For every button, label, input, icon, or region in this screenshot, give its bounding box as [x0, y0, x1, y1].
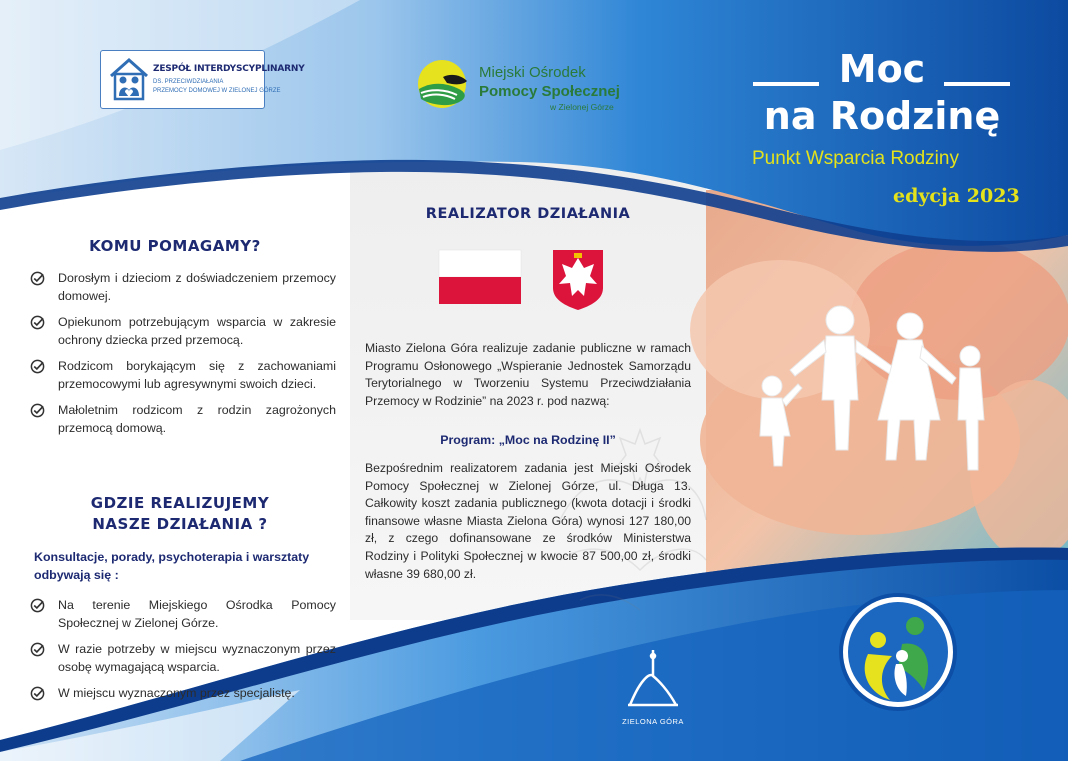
check-circle-icon [30, 403, 45, 418]
program-name: Program: „Moc na Rodzinę II” [440, 433, 616, 447]
where-item [28, 597, 336, 632]
where-list [28, 597, 336, 712]
help-item-text: Opiekunom potrzebującym wsparcia w zakresie ochrony dziecka przed przemocą. [58, 315, 336, 347]
title-moc: Moc [838, 47, 926, 91]
check-circle-icon [30, 271, 45, 286]
title-na-rodzine: na Rodzinę [763, 94, 1001, 138]
zespol-line3: PRZEMOCY DOMOWEJ W ZIELONEJ GÓRZE [153, 88, 281, 94]
subtitle: Punkt Wsparcia Rodziny [752, 148, 959, 169]
mops-line2: Pomocy Społecznej [479, 83, 620, 100]
family-logo-icon [839, 593, 957, 711]
help-item-text: Rodzicom borykającym się z zachowaniami przemocowymi lub agresywnymi swoich dzieci. [58, 359, 336, 391]
heading-gdzie-line1: GDZIE REALIZUJEMY [90, 494, 270, 512]
help-item-text: Dorosłym i dzieciom z doświadczeniem przemocy domowej. [58, 271, 336, 303]
house-family-icon [107, 56, 151, 102]
polish-flag [439, 250, 521, 304]
where-item-text: W miejscu wyznaczonym przez specjalistę. [58, 686, 295, 700]
help-item-text: Małoletnim rodzicom z rodzin zagrożonych przemocą domową. [58, 403, 336, 435]
mops-logo [417, 57, 637, 113]
check-circle-icon [30, 598, 45, 613]
help-item [28, 358, 336, 393]
zespol-interdyscyplinarny-logo [100, 50, 305, 109]
where-item [28, 685, 336, 703]
realizator-paragraph: Bezpośrednim realizatorem zadania jest Miejski Ośrodek Pomocy Społecznej w Zielonej Górze, ul. Długa 13. Całkowity koszt zadania publicznego (kwota dotacji i środki finansowe własne Miasta Zielona Góra) wynosi 127 180,00 zł, z czego dofinansowane ze środków Ministerstwa Rodziny i Polityki Społecznej w kwocie 87 500,00 zł, środki własne 39 680,00 zł. [365, 461, 691, 581]
check-circle-icon [30, 315, 45, 330]
check-circle-icon [30, 642, 45, 657]
heading-realizator: REALIZATOR DZIAŁANIA [425, 206, 631, 222]
help-item [28, 270, 336, 305]
help-item [28, 314, 336, 349]
mops-line1: Miejski Ośrodek [479, 64, 586, 81]
mops-line3: w Zielonej Górze [550, 102, 614, 112]
check-circle-icon [30, 686, 45, 701]
edition-label: edycja 2023 [893, 185, 1020, 207]
coat-of-arms-icon [553, 250, 603, 310]
where-item-text: W razie potrzeby w miejscu wyznaczonym przez osobę wymagającą wsparcia. [58, 642, 336, 674]
heading-gdzie-line2: NASZE DZIAŁANIA ? [92, 515, 268, 533]
zespol-line1: ZESPÓŁ INTERDYSCYPLINARNY [153, 64, 305, 74]
heading-komu-pomagamy: KOMU POMAGAMY? [89, 237, 261, 255]
where-item-text: Na terenie Miejskiego Ośrodka Pomocy Społecznej w Zielonej Górze. [58, 598, 336, 630]
help-list [28, 270, 336, 446]
mops-hand-icon [417, 59, 469, 109]
program-intro-paragraph: Miasto Zielona Góra realizuje zadanie publiczne w ramach Programu Osłonowego „Wspieranie Jednostek Samorządu Terytorialnego w Tworzeniu Systemu Przeciwdziałania Przemocy w Rodzinie” na 2023 r. pod nazwą: [365, 341, 691, 408]
check-circle-icon [30, 359, 45, 374]
zielona-gora-logo-text: ZIELONA GÓRA [622, 717, 684, 726]
where-intro: Konsultacje, porady, psychoterapia i warsztaty odbywają się : [34, 550, 310, 582]
zespol-line2: DS. PRZECIWDZIAŁANIA [153, 79, 224, 85]
help-item [28, 402, 336, 437]
where-item [28, 641, 336, 676]
